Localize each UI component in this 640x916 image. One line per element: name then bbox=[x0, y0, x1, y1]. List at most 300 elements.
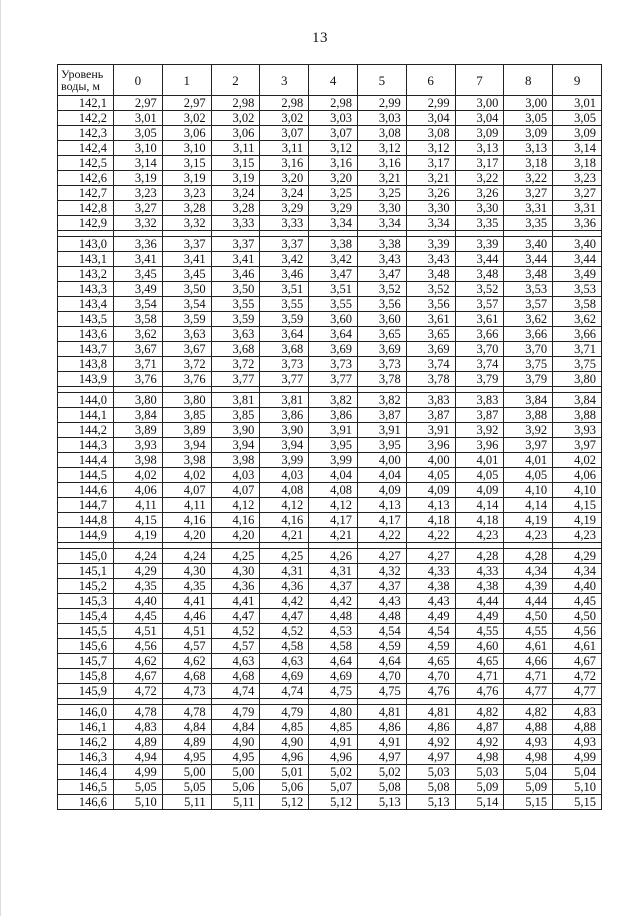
header-col-9: 9 bbox=[553, 65, 602, 96]
value-cell: 3,35 bbox=[455, 216, 504, 231]
value-cell: 4,04 bbox=[309, 468, 358, 483]
value-cell: 3,37 bbox=[162, 237, 211, 252]
value-cell: 3,83 bbox=[406, 393, 455, 408]
value-cell: 3,88 bbox=[504, 408, 553, 423]
value-cell: 4,13 bbox=[406, 498, 455, 513]
value-cell: 4,75 bbox=[309, 684, 358, 699]
value-cell: 3,62 bbox=[504, 312, 553, 327]
value-cell: 4,09 bbox=[406, 483, 455, 498]
value-cell: 4,77 bbox=[504, 684, 553, 699]
value-cell: 4,63 bbox=[211, 654, 260, 669]
value-cell: 4,48 bbox=[309, 609, 358, 624]
value-cell: 3,49 bbox=[553, 267, 602, 282]
header-col-2: 2 bbox=[211, 65, 260, 96]
water-level-cell: 144,1 bbox=[58, 408, 114, 423]
value-cell: 3,02 bbox=[260, 111, 309, 126]
water-level-cell: 142,7 bbox=[58, 186, 114, 201]
value-cell: 4,38 bbox=[406, 579, 455, 594]
value-cell: 3,66 bbox=[455, 327, 504, 342]
value-cell: 3,05 bbox=[553, 111, 602, 126]
value-cell: 3,72 bbox=[211, 357, 260, 372]
value-cell: 4,95 bbox=[211, 750, 260, 765]
value-cell: 4,51 bbox=[162, 624, 211, 639]
value-cell: 3,24 bbox=[211, 186, 260, 201]
value-cell: 4,65 bbox=[455, 654, 504, 669]
value-cell: 3,80 bbox=[553, 372, 602, 387]
water-level-cell: 144,8 bbox=[58, 513, 114, 528]
value-cell: 3,45 bbox=[162, 267, 211, 282]
value-cell: 3,14 bbox=[553, 141, 602, 156]
value-cell: 3,20 bbox=[260, 171, 309, 186]
value-cell: 3,09 bbox=[455, 126, 504, 141]
value-cell: 3,18 bbox=[504, 156, 553, 171]
value-cell: 4,77 bbox=[553, 684, 602, 699]
value-cell: 3,19 bbox=[162, 171, 211, 186]
value-cell: 3,41 bbox=[162, 252, 211, 267]
value-cell: 4,16 bbox=[162, 513, 211, 528]
table-row bbox=[58, 156, 602, 171]
table-row bbox=[58, 654, 602, 669]
water-level-cell: 145,1 bbox=[58, 564, 114, 579]
table-row bbox=[58, 750, 602, 765]
value-cell: 4,70 bbox=[406, 669, 455, 684]
water-level-cell: 142,6 bbox=[58, 171, 114, 186]
value-cell: 4,94 bbox=[114, 750, 163, 765]
table-row bbox=[58, 609, 602, 624]
value-cell: 4,92 bbox=[455, 735, 504, 750]
value-cell: 4,35 bbox=[114, 579, 163, 594]
value-cell: 3,01 bbox=[114, 111, 163, 126]
value-cell: 5,13 bbox=[357, 795, 406, 810]
table-row bbox=[58, 237, 602, 252]
value-cell: 4,09 bbox=[455, 483, 504, 498]
value-cell: 3,08 bbox=[357, 126, 406, 141]
table-row bbox=[58, 282, 602, 297]
value-cell: 5,12 bbox=[260, 795, 309, 810]
water-level-cell: 144,0 bbox=[58, 393, 114, 408]
value-cell: 4,59 bbox=[406, 639, 455, 654]
value-cell: 3,36 bbox=[553, 216, 602, 231]
value-cell: 3,32 bbox=[114, 216, 163, 231]
value-cell: 3,03 bbox=[309, 111, 358, 126]
value-cell: 3,77 bbox=[211, 372, 260, 387]
value-cell: 4,26 bbox=[309, 549, 358, 564]
value-cell: 3,79 bbox=[455, 372, 504, 387]
value-cell: 3,23 bbox=[114, 186, 163, 201]
value-cell: 4,08 bbox=[309, 483, 358, 498]
value-cell: 3,09 bbox=[553, 126, 602, 141]
value-cell: 4,35 bbox=[162, 579, 211, 594]
value-cell: 3,62 bbox=[553, 312, 602, 327]
table-row bbox=[58, 513, 602, 528]
table-row bbox=[58, 267, 602, 282]
value-cell: 4,34 bbox=[504, 564, 553, 579]
value-cell: 3,11 bbox=[211, 141, 260, 156]
value-cell: 4,15 bbox=[553, 498, 602, 513]
value-cell: 5,10 bbox=[114, 795, 163, 810]
value-cell: 4,06 bbox=[114, 483, 163, 498]
value-cell: 4,79 bbox=[260, 705, 309, 720]
value-cell: 2,98 bbox=[309, 96, 358, 111]
value-cell: 4,29 bbox=[114, 564, 163, 579]
water-level-cell: 145,8 bbox=[58, 669, 114, 684]
value-cell: 4,88 bbox=[553, 720, 602, 735]
value-cell: 3,52 bbox=[455, 282, 504, 297]
value-cell: 3,59 bbox=[211, 312, 260, 327]
value-cell: 3,44 bbox=[553, 252, 602, 267]
table-row bbox=[58, 498, 602, 513]
value-cell: 5,07 bbox=[309, 780, 358, 795]
table-row bbox=[58, 216, 602, 231]
value-cell: 4,14 bbox=[504, 498, 553, 513]
value-cell: 5,01 bbox=[260, 765, 309, 780]
value-cell: 3,34 bbox=[309, 216, 358, 231]
value-cell: 3,22 bbox=[504, 171, 553, 186]
water-level-cell: 142,2 bbox=[58, 111, 114, 126]
value-cell: 4,72 bbox=[114, 684, 163, 699]
value-cell: 3,57 bbox=[504, 297, 553, 312]
value-cell: 4,98 bbox=[504, 750, 553, 765]
value-cell: 4,84 bbox=[162, 720, 211, 735]
value-cell: 3,34 bbox=[406, 216, 455, 231]
value-cell: 3,95 bbox=[357, 438, 406, 453]
value-cell: 4,15 bbox=[114, 513, 163, 528]
water-level-cell: 145,6 bbox=[58, 639, 114, 654]
value-cell: 3,07 bbox=[260, 126, 309, 141]
value-cell: 3,65 bbox=[357, 327, 406, 342]
value-cell: 3,03 bbox=[357, 111, 406, 126]
table-row bbox=[58, 342, 602, 357]
value-cell: 5,11 bbox=[211, 795, 260, 810]
value-cell: 4,82 bbox=[455, 705, 504, 720]
value-cell: 3,76 bbox=[162, 372, 211, 387]
value-cell: 3,47 bbox=[309, 267, 358, 282]
value-cell: 3,89 bbox=[114, 423, 163, 438]
table-row bbox=[58, 564, 602, 579]
value-cell: 3,78 bbox=[357, 372, 406, 387]
value-cell: 4,22 bbox=[357, 528, 406, 543]
value-cell: 3,51 bbox=[309, 282, 358, 297]
value-cell: 3,12 bbox=[309, 141, 358, 156]
value-cell: 4,51 bbox=[114, 624, 163, 639]
value-cell: 3,56 bbox=[406, 297, 455, 312]
value-cell: 3,21 bbox=[357, 171, 406, 186]
value-cell: 3,02 bbox=[162, 111, 211, 126]
table-row bbox=[58, 312, 602, 327]
value-cell: 3,05 bbox=[504, 111, 553, 126]
value-cell: 4,02 bbox=[114, 468, 163, 483]
value-cell: 4,20 bbox=[162, 528, 211, 543]
value-cell: 3,66 bbox=[553, 327, 602, 342]
value-cell: 4,76 bbox=[406, 684, 455, 699]
value-cell: 4,95 bbox=[162, 750, 211, 765]
value-cell: 4,01 bbox=[504, 453, 553, 468]
value-cell: 3,13 bbox=[455, 141, 504, 156]
value-cell: 4,44 bbox=[455, 594, 504, 609]
value-cell: 4,62 bbox=[114, 654, 163, 669]
water-level-cell: 145,2 bbox=[58, 579, 114, 594]
table-row bbox=[58, 393, 602, 408]
value-cell: 3,05 bbox=[114, 126, 163, 141]
value-cell: 3,78 bbox=[406, 372, 455, 387]
value-cell: 4,24 bbox=[114, 549, 163, 564]
value-cell: 5,10 bbox=[553, 780, 602, 795]
value-cell: 3,43 bbox=[357, 252, 406, 267]
value-cell: 4,28 bbox=[455, 549, 504, 564]
value-cell: 3,94 bbox=[260, 438, 309, 453]
value-cell: 3,86 bbox=[260, 408, 309, 423]
value-cell: 3,91 bbox=[406, 423, 455, 438]
table-row bbox=[58, 201, 602, 216]
value-cell: 5,06 bbox=[260, 780, 309, 795]
value-cell: 3,20 bbox=[309, 171, 358, 186]
value-cell: 3,44 bbox=[504, 252, 553, 267]
value-cell: 4,64 bbox=[357, 654, 406, 669]
value-cell: 4,17 bbox=[309, 513, 358, 528]
value-cell: 3,69 bbox=[357, 342, 406, 357]
value-cell: 4,48 bbox=[357, 609, 406, 624]
value-cell: 3,75 bbox=[553, 357, 602, 372]
value-cell: 4,67 bbox=[553, 654, 602, 669]
value-cell: 4,61 bbox=[553, 639, 602, 654]
water-level-cell: 143,8 bbox=[58, 357, 114, 372]
value-cell: 5,00 bbox=[162, 765, 211, 780]
value-cell: 3,63 bbox=[162, 327, 211, 342]
value-cell: 4,21 bbox=[260, 528, 309, 543]
value-cell: 3,59 bbox=[260, 312, 309, 327]
table-row bbox=[58, 594, 602, 609]
value-cell: 3,58 bbox=[114, 312, 163, 327]
table-row bbox=[58, 639, 602, 654]
water-level-cell: 144,9 bbox=[58, 528, 114, 543]
value-cell: 3,51 bbox=[260, 282, 309, 297]
value-cell: 4,37 bbox=[309, 579, 358, 594]
header-col-3: 3 bbox=[260, 65, 309, 96]
table-body bbox=[58, 96, 602, 810]
value-cell: 3,53 bbox=[553, 282, 602, 297]
value-cell: 3,63 bbox=[211, 327, 260, 342]
value-cell: 4,33 bbox=[455, 564, 504, 579]
value-cell: 3,58 bbox=[553, 297, 602, 312]
header-col-8: 8 bbox=[504, 65, 553, 96]
value-cell: 3,55 bbox=[309, 297, 358, 312]
value-cell: 4,78 bbox=[162, 705, 211, 720]
value-cell: 3,06 bbox=[211, 126, 260, 141]
value-cell: 4,82 bbox=[504, 705, 553, 720]
value-cell: 5,05 bbox=[114, 780, 163, 795]
value-cell: 3,15 bbox=[162, 156, 211, 171]
value-cell: 3,61 bbox=[406, 312, 455, 327]
value-cell: 3,70 bbox=[504, 342, 553, 357]
value-cell: 4,75 bbox=[357, 684, 406, 699]
table-row bbox=[58, 423, 602, 438]
value-cell: 3,90 bbox=[260, 423, 309, 438]
value-cell: 4,42 bbox=[260, 594, 309, 609]
header-col-1: 1 bbox=[162, 65, 211, 96]
value-cell: 4,30 bbox=[162, 564, 211, 579]
value-cell: 4,57 bbox=[162, 639, 211, 654]
value-cell: 4,25 bbox=[211, 549, 260, 564]
water-level-cell: 143,6 bbox=[58, 327, 114, 342]
value-cell: 4,23 bbox=[455, 528, 504, 543]
value-cell: 3,25 bbox=[357, 186, 406, 201]
value-cell: 4,20 bbox=[211, 528, 260, 543]
value-cell: 5,08 bbox=[406, 780, 455, 795]
header-col-4: 4 bbox=[309, 65, 358, 96]
value-cell: 3,81 bbox=[260, 393, 309, 408]
value-cell: 4,24 bbox=[162, 549, 211, 564]
value-cell: 3,79 bbox=[504, 372, 553, 387]
value-cell: 3,94 bbox=[162, 438, 211, 453]
value-cell: 3,06 bbox=[162, 126, 211, 141]
value-cell: 3,00 bbox=[455, 96, 504, 111]
value-cell: 3,99 bbox=[260, 453, 309, 468]
value-cell: 3,48 bbox=[406, 267, 455, 282]
value-cell: 4,36 bbox=[211, 579, 260, 594]
value-cell: 4,23 bbox=[553, 528, 602, 543]
value-cell: 4,19 bbox=[553, 513, 602, 528]
table-row bbox=[58, 96, 602, 111]
value-cell: 4,50 bbox=[504, 609, 553, 624]
value-cell: 2,97 bbox=[162, 96, 211, 111]
value-cell: 3,21 bbox=[406, 171, 455, 186]
value-cell: 5,09 bbox=[455, 780, 504, 795]
value-cell: 5,14 bbox=[455, 795, 504, 810]
value-cell: 4,71 bbox=[455, 669, 504, 684]
water-level-cell: 146,6 bbox=[58, 795, 114, 810]
value-cell: 3,34 bbox=[357, 216, 406, 231]
value-cell: 4,66 bbox=[504, 654, 553, 669]
value-cell: 4,58 bbox=[309, 639, 358, 654]
value-cell: 4,10 bbox=[553, 483, 602, 498]
table-row bbox=[58, 549, 602, 564]
water-level-cell: 142,3 bbox=[58, 126, 114, 141]
value-cell: 3,56 bbox=[357, 297, 406, 312]
value-cell: 5,13 bbox=[406, 795, 455, 810]
value-cell: 4,41 bbox=[211, 594, 260, 609]
value-cell: 4,27 bbox=[406, 549, 455, 564]
value-cell: 3,32 bbox=[162, 216, 211, 231]
header-col-0: 0 bbox=[114, 65, 163, 96]
value-cell: 4,05 bbox=[504, 468, 553, 483]
value-cell: 3,55 bbox=[260, 297, 309, 312]
value-cell: 4,86 bbox=[406, 720, 455, 735]
value-cell: 4,06 bbox=[553, 468, 602, 483]
value-cell: 4,10 bbox=[504, 483, 553, 498]
value-cell: 3,66 bbox=[504, 327, 553, 342]
value-cell: 2,98 bbox=[260, 96, 309, 111]
table-row bbox=[58, 252, 602, 267]
value-cell: 4,23 bbox=[504, 528, 553, 543]
value-cell: 3,52 bbox=[357, 282, 406, 297]
value-cell: 4,58 bbox=[260, 639, 309, 654]
value-cell: 4,52 bbox=[260, 624, 309, 639]
value-cell: 3,87 bbox=[406, 408, 455, 423]
value-cell: 4,44 bbox=[504, 594, 553, 609]
value-cell: 4,45 bbox=[553, 594, 602, 609]
value-cell: 3,39 bbox=[455, 237, 504, 252]
water-level-cell: 143,2 bbox=[58, 267, 114, 282]
value-cell: 4,05 bbox=[406, 468, 455, 483]
water-level-cell: 146,1 bbox=[58, 720, 114, 735]
value-cell: 4,56 bbox=[114, 639, 163, 654]
value-cell: 3,61 bbox=[455, 312, 504, 327]
value-cell: 3,12 bbox=[406, 141, 455, 156]
value-cell: 3,86 bbox=[309, 408, 358, 423]
value-cell: 4,68 bbox=[162, 669, 211, 684]
water-level-cell: 142,9 bbox=[58, 216, 114, 231]
table-row bbox=[58, 126, 602, 141]
value-cell: 4,43 bbox=[406, 594, 455, 609]
value-cell: 4,14 bbox=[455, 498, 504, 513]
value-cell: 4,09 bbox=[357, 483, 406, 498]
value-cell: 4,93 bbox=[504, 735, 553, 750]
value-cell: 3,75 bbox=[504, 357, 553, 372]
value-cell: 3,48 bbox=[504, 267, 553, 282]
value-cell: 4,57 bbox=[211, 639, 260, 654]
value-cell: 3,17 bbox=[406, 156, 455, 171]
value-cell: 3,14 bbox=[114, 156, 163, 171]
value-cell: 4,28 bbox=[504, 549, 553, 564]
value-cell: 3,98 bbox=[162, 453, 211, 468]
value-cell: 3,71 bbox=[553, 342, 602, 357]
value-cell: 3,38 bbox=[309, 237, 358, 252]
value-cell: 4,83 bbox=[114, 720, 163, 735]
value-cell: 4,70 bbox=[357, 669, 406, 684]
value-cell: 3,95 bbox=[309, 438, 358, 453]
table-row bbox=[58, 297, 602, 312]
water-level-cell: 143,0 bbox=[58, 237, 114, 252]
value-cell: 3,55 bbox=[211, 297, 260, 312]
table-row bbox=[58, 171, 602, 186]
value-cell: 4,50 bbox=[553, 609, 602, 624]
value-cell: 3,93 bbox=[114, 438, 163, 453]
water-level-cell: 142,5 bbox=[58, 156, 114, 171]
table-row bbox=[58, 438, 602, 453]
value-cell: 3,26 bbox=[455, 186, 504, 201]
value-cell: 3,97 bbox=[504, 438, 553, 453]
value-cell: 5,02 bbox=[309, 765, 358, 780]
value-cell: 4,07 bbox=[162, 483, 211, 498]
value-cell: 3,73 bbox=[309, 357, 358, 372]
value-cell: 3,23 bbox=[553, 171, 602, 186]
value-cell: 5,06 bbox=[211, 780, 260, 795]
value-cell: 4,59 bbox=[357, 639, 406, 654]
water-level-cell: 142,8 bbox=[58, 201, 114, 216]
water-level-cell: 144,2 bbox=[58, 423, 114, 438]
value-cell: 3,43 bbox=[406, 252, 455, 267]
value-cell: 4,53 bbox=[309, 624, 358, 639]
value-cell: 5,02 bbox=[357, 765, 406, 780]
value-cell: 3,74 bbox=[406, 357, 455, 372]
value-cell: 3,83 bbox=[455, 393, 504, 408]
value-cell: 4,69 bbox=[309, 669, 358, 684]
value-cell: 3,15 bbox=[211, 156, 260, 171]
table-row bbox=[58, 624, 602, 639]
value-cell: 3,45 bbox=[114, 267, 163, 282]
water-level-cell: 146,3 bbox=[58, 750, 114, 765]
value-cell: 4,49 bbox=[455, 609, 504, 624]
value-cell: 4,55 bbox=[504, 624, 553, 639]
value-cell: 4,76 bbox=[455, 684, 504, 699]
table-row bbox=[58, 579, 602, 594]
table-row bbox=[58, 357, 602, 372]
value-cell: 3,92 bbox=[504, 423, 553, 438]
value-cell: 3,44 bbox=[455, 252, 504, 267]
value-cell: 3,90 bbox=[211, 423, 260, 438]
water-level-cell: 142,1 bbox=[58, 96, 114, 111]
value-cell: 4,86 bbox=[357, 720, 406, 735]
